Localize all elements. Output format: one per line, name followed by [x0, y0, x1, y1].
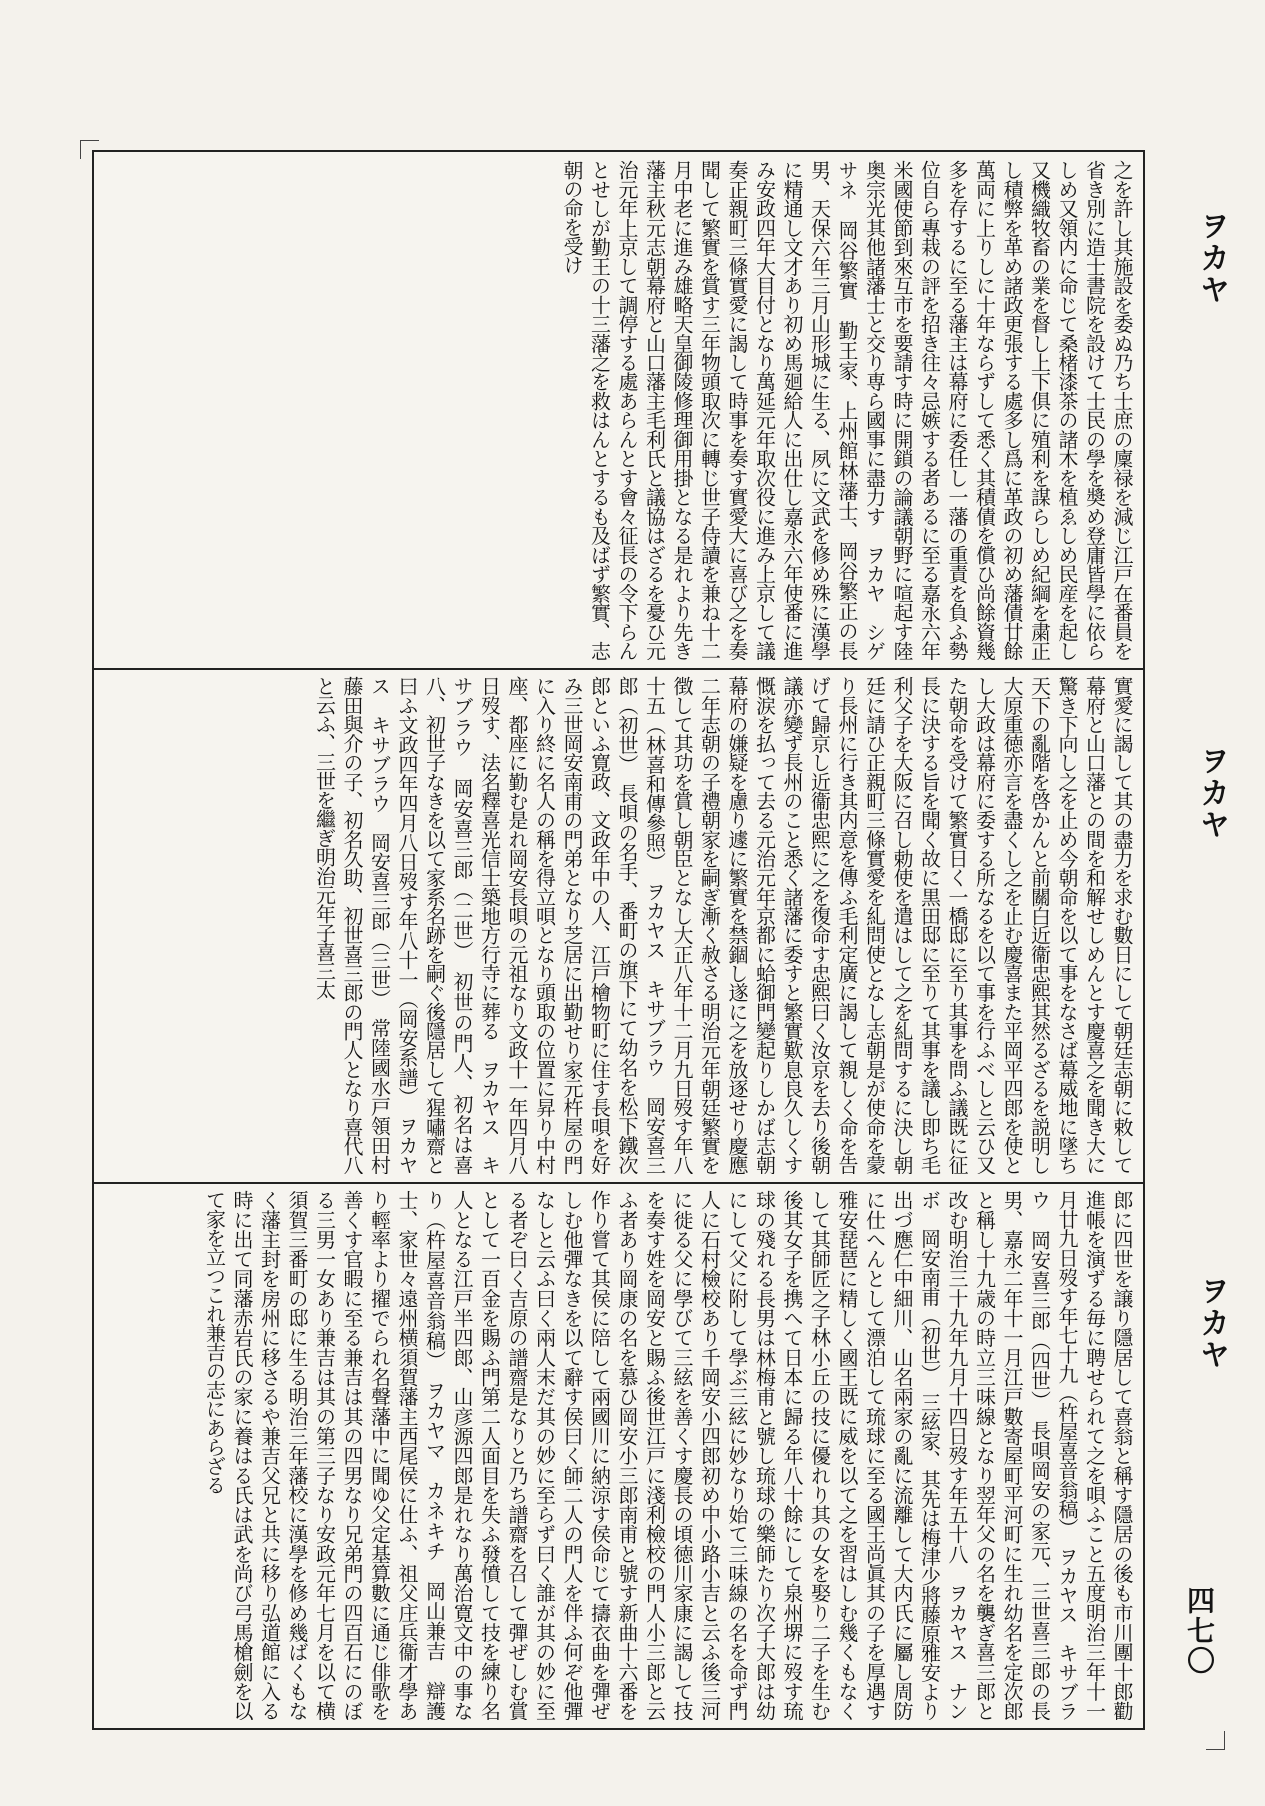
page-number: 四七〇: [1183, 1586, 1216, 1676]
running-title-middle: ヲカヤ: [1194, 745, 1229, 841]
corner-mark-bottom-right: [1206, 1731, 1225, 1750]
page-frame: [92, 150, 1145, 1730]
running-title-bottom: ヲカヤ: [1194, 1275, 1229, 1371]
running-title-top: ヲカヤ: [1194, 210, 1229, 306]
tier-2-body: 實愛に謁して其の盡力を求む數日にして朝廷志朝に敕して幕府と山口藩との間を和解せしめんとす慶喜之を聞き大に驚き下向し之を止め今朝命を以て事をなさば幕威地に墜ち天下の亂階を啓かんと前關白近衞忠熙其然るざるを説明し大原重徳亦言を盡くし之を止む慶喜また平岡平四郎を使とし大政は幕府に委する所なるを以て事を行ふべしと云ひ又た朝命を受けて繁實日く一橋邸に至り其事を問ふ議既に征長に決する旨を聞く故に黒田邸に至りて其事を議し即ち毛利父子を大阪に召し勅使を遣はして之を糺問するに決し朝廷に請ひ正親町三條實愛を糺問使となし志朝是が使命を蒙り長州に行き其内意を傳ふ毛利定廣に謁して親しく命を告げて歸京し近衞忠熙に之を復命す忠熙曰く汝京を去り後朝議亦變ず長州のこと悉く諸藩に委すと繁實歎息良久しくす慨涙を払って去る元治元年京都に蛤御門變起りしかば志朝幕府の嫌疑を慮り遽に繁實を禁錮し遂に之を放逐せり慶應二年志朝の子禮朝家を嗣ぎ漸く赦さる明治元年朝廷繁實を徴して其功を賞し朝臣となし大正八年十二月九日歿す年八十五（林喜和傳參照） ヲカヤス キサブラウ 岡安喜三郎（初世） 長唄の名手、番町の旗下にて幼名を松下鐵次郎といふ寛政、文政年中の人、江戸檜物町に住す長唄を好み三世岡安南甫の門弟となり芝居に出勤せり家元杵屋の門に入り終に名人の稱を得立唄となり頭取の位置に昇り中村座、都座に勤む是れ岡安長唄の元祖なり文政十一年四月八日歿す、法名釋喜光信士築地方行寺に葬る ヲカヤス キサブラウ 岡安喜三郎（二世） 初世の門人、初名は喜八、初世子なきを以て家系名跡を嗣ぐ後隱居して猩嘯齋と曰ふ文政四年四月八日歿す年八十一（岡安系譜） ヲカヤス キサブラウ 岡安喜三郎（三世） 常陸國水戸領田村藤田與介の子、初名久助、初世喜三郎の門人となり喜代八と云ふ、三世を繼ぎ明治元年子喜三太: [312, 676, 1134, 1174]
text-tier-2: [94, 668, 1143, 1184]
tier-1-body: 之を許し其施設を委ぬ乃ち士庶の廩禄を減じ江戸在番員を省き別に造士書院を設けて士民の學を奬め登庸皆學に依らしめ又領内に命じて桑楮漆茶の諸木を植ゑしめ民産を起し又機織牧畜の業を督し上下俱に殖利を謀らしめ紀綱を粛正し積弊を革め諸政更張する處多し爲に革政の初め藩債廿餘萬両に上りしに十年ならずして悉く其積債を償ひ尚餘資幾多を存するに至る藩主は幕府に委任し一藩の重責を負ふ勢位自ら專栽の評を招き往々忌嫉する者あるに至る嘉永六年米國使節到來互市を要請す時に開鎖の論議朝野に喧起す陸奥宗光其他諸藩士と交り専ら國事に盡力す ヲカヤ シゲサネ 岡谷繁實 勤王家、上州館林藩士、岡谷繁正の長男、天保六年三月山形城に生る、夙に文武を修め殊に漢學に精通し文才あり初め馬廻給人に出仕し嘉永六年使番に進み安政四年大目付となり萬延元年取次役に進み上京して議奏正親町三條實愛に謁して時事を奏す實愛大に喜び之を奏聞して繁實を賞す三年物頭取次に轉じ世子侍讀を兼ね十二月中老に進み雄略天皇御陵修理御用掛となる是れより先き藩主秋元志朝幕府と山口藩主毛利氏と議協はざるを憂ひ元治元年上京して調停する處あらんとす會々征長の令下らんとせしが勤王の十三藩之を救はんとするも及ばず繁實、志朝の命を受け: [560, 160, 1134, 660]
tier-3-body: 郎に四世を譲り隱居して喜翁と稱す隱居の後も市川團十郎勸進帳を演ずる毎に聘せられて之を唄ふこと五度明治三年十一月廿九日歿す年七十九（杵屋喜音翁稿） ヲカヤス キサブラウ 岡安喜三郎（四世） 長唄岡安の家元、三世喜三郎の長男、嘉永二年十一月江戸數寄屋町平河町に生れ幼名を定次郎と稱し十九歳の時立三味線となり翌年父の名を襲ぎ喜三郎と改む明治三十九年九月十四日歿す年五十八 ヲカヤス ナンボ 岡安南甫（初世） 三絃家、其先は梅津少將藤原雅安より出づ應仁中細川、山名兩家の亂に流離して大内氏に屬し周防に仕へんとして漂泊して琉球に至る國王尚眞其の子を厚遇す雅安琵琶に精しく國王既に威を以て之を習はしむ幾くもなくして其師匠之子林小丘の技に優れり其の女を娶り二子を生む後其女子を携へて日本に歸る年八十餘にして泉州堺に歿す琉球の殘れる長男は林梅甫と號し琉球の樂師たり次子大郎は幼にして父に附して學ぶ三絃に妙なり始て三味線の名を命ず門人に石村檢校あり千岡安小四郎初め中小路小吉と云ふ後三河に徙る父に學びて三絃を善くす慶長の頃徳川家康に謁して技を奏す姓を岡安と賜ふ後世江戸に淺利檢校の門人小三郎と云ふ者あり岡康の名を慕ひ岡安小三郎南甫と號す新曲十六番を作り嘗て其侯に陪して兩國川に納涼す侯命じて擣衣曲を彈ぜしむ他彈なきを以て辭す侯曰く師二人の門人を伴ふ何ぞ他彈なしと云ふ曰く兩人末だ其の妙に至らず曰く誰が其の妙に至る者ぞ曰く吉原の譜齋是なりと乃ち譜齋を召して彈ぜしむ賞として一百金を賜ふ門第二人面目を失ふ發憤して技を練り名人となる江戸半四郎、山彦源四郎是れなり萬治寛文中の事なり（杵屋喜音翁稿） ヲカヤマ カネキチ 岡山兼吉 辯護士、家世々遠州横須賀藩主西尾侯に仕ふ、祖父庄兵衞才學あり輕率より擢でられ名聲藩中に聞ゆ父定基算數に通じ俳歌を善くす官暇に至る兼吉は其の四男なり兄弟門の四百石にのぼる三男一女あり兼吉は其の第三子なり安政元年七月を以て横須賀三番町の邸に生る明治三年藩校に漢學を修め幾ばくもなく藩主封を房州に移さるや兼吉父兄と共に移り弘道館に入る時に出て同藩赤岩氏の家に養はる氏は武を尚び弓馬槍劍を以て家を立つこれ兼吉の志にあらざる: [202, 1190, 1134, 1720]
text-tier-3: [94, 1182, 1143, 1728]
text-tier-1: [94, 152, 1143, 670]
